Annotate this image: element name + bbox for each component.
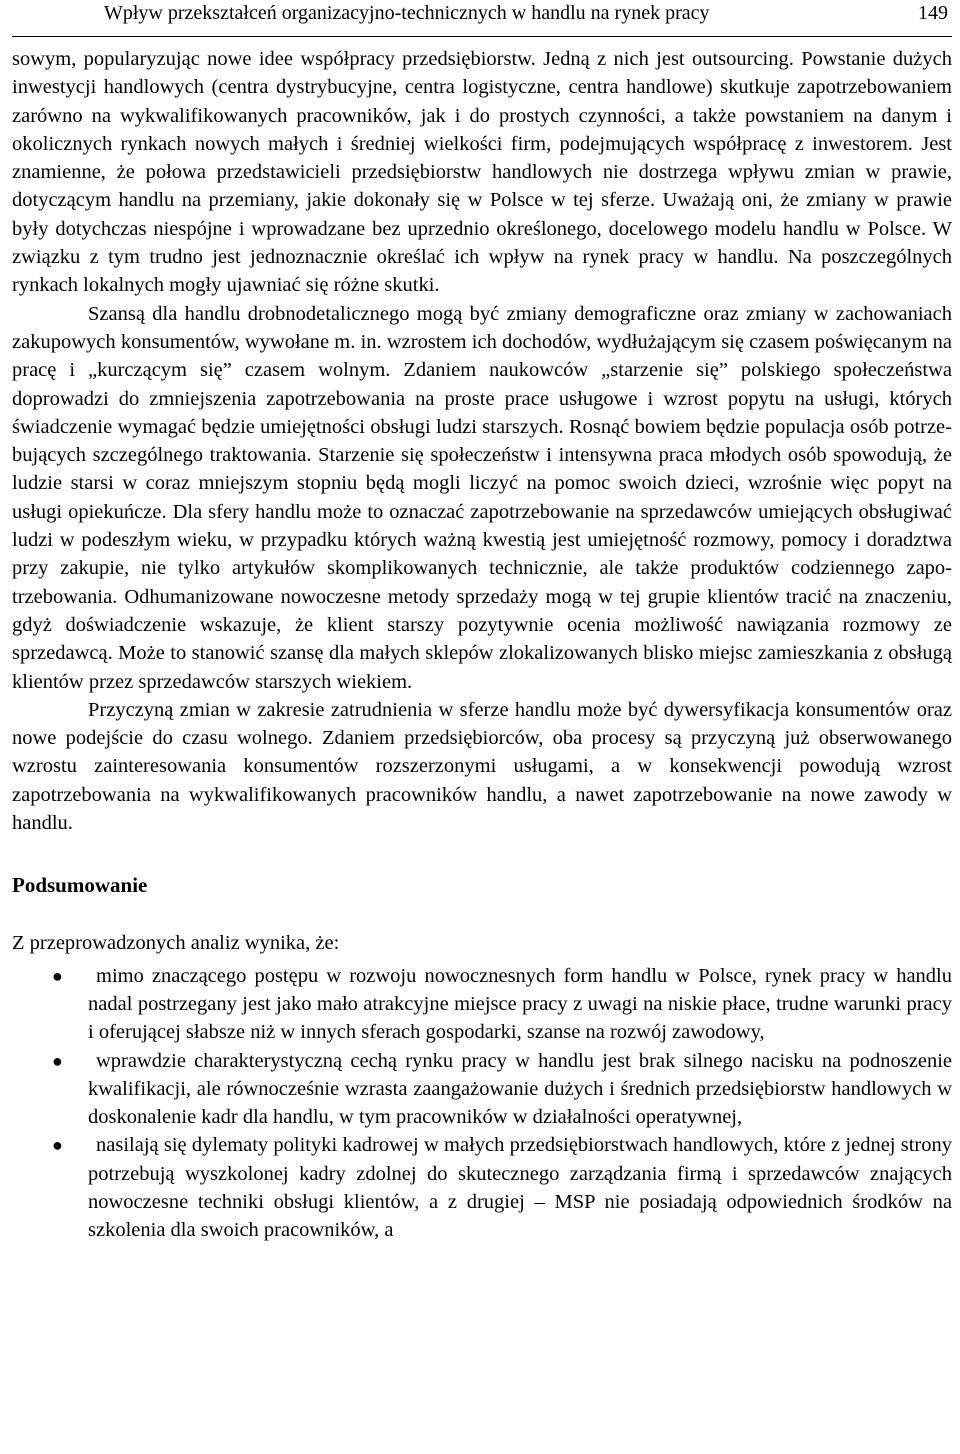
list-item bbox=[12, 1047, 952, 1132]
list-item-text: wprawdzie charakterystyczną cechą rynku pracy w handlu jest brak silnego nacisku na podnoszenie kwalifikacji, ale równocześnie wzrasta zaangażowanie dużych i średnich przedsiębiorstw handlowych w doskonalenie kadr dla handlu, w tym pracowników w działalności operatywnej, bbox=[88, 1049, 952, 1129]
document-page bbox=[12, 0, 952, 1245]
list-item bbox=[12, 962, 952, 1047]
running-header-title: Wpływ przekształceń organizacyjno-technicznych w handlu na rynek pracy bbox=[104, 2, 710, 24]
page-number: 149 bbox=[918, 2, 948, 24]
body-text bbox=[12, 45, 952, 837]
section-heading: Podsumowanie bbox=[12, 873, 148, 898]
summary-bullet-list bbox=[12, 962, 952, 1245]
paragraph-2: Szansą dla handlu drobnodetalicznego mogą być zmiany demograficzne oraz zmiany w zachowaniach zakupowych konsumentów, wywołane m. in. wzrostem ich dochodów, wydłużającym się czasem poświęcanym na pracę i „kurczącym się” czasem wolnym. Zdaniem naukowców „starzenie się” polskiego społeczeństwa doprowadzi do zmniejszenia zapotrzebowania na proste prace usługowe i wzrost popytu na usługi, których świadczenie wymagać będzie umiejętności obsługi ludzi starszych. Rosnąć bowiem będzie populacja osób potrzebujących szczególnego traktowania. Starzenie się społeczeństw i intensywna praca młodych osób spowodują, że ludzie starsi w coraz mniejszym stopniu będą mogli liczyć na pomoc swoich dzieci, wzrośnie więc popyt na usługi opiekuńcze. Dla sfery handlu może to oznaczać zapotrzebowanie na sprzedawców umiejących obsługiwać ludzi w podeszłym wieku, w przypadku których ważną kwestią jest umiejętność rozmowy, pomocy i doradztwa przy zakupie, nie tylko artykułów skomplikowanych technicznie, ale także produktów codziennego zapotrzebowania. Odhumanizowane nowoczesne metody sprzedaży mogą w tej grupie klientów tracić na znaczeniu, gdyż doświadczenie wskazuje, że klient starszy pozytywnie ocenia możliwość nawiązania rozmowy ze sprzedawcą. Może to stanowić szansę dla małych sklepów zlokalizowanych blisko miejsc zamieszkania z obsługą klientów przez sprzedawców starszych wiekiem. bbox=[12, 302, 952, 693]
paragraph-3: Przyczyną zmian w zakresie zatrudnienia w sferze handlu może być dywersyfikacja konsumentów oraz nowe podejście do czasu wolnego. Zdaniem przedsiębiorców, oba procesy są przyczyną już obserwowanego wzrostu zainteresowania konsumentów rozszerzonymi usługami, a w konsekwencji powodują wzrost zapotrzebowania na wykwalifikowanych pracowników handlu, a nawet zapotrzebowanie na nowe zawody w handlu. bbox=[12, 698, 952, 835]
bullet-icon: ● bbox=[52, 965, 63, 986]
list-item bbox=[12, 1131, 952, 1244]
list-item-text: mimo znaczącego postępu w rozwoju nowocznesnych form handlu w Polsce, rynek pracy w handlu nadal postrzegany jest jako mało atrakcyjne miejsce pracy z uwagi na niskie płace, trudne warunki pracy i oferującej słabsze niż w innych sferach gospodarki, szanse na rozwój zawodowy, bbox=[88, 964, 952, 1044]
summary-intro: Z przeprowadzonych analiz wynika, że: bbox=[12, 932, 340, 955]
bullet-icon: ● bbox=[52, 1050, 63, 1071]
running-header bbox=[12, 0, 952, 37]
paragraph-1: sowym, popularyzując nowe idee współpracy przedsiębiorstw. Jedną z nich jest outsourcing. Powstanie dużych inwestycji handlowych (centra dystrybucyjne, centra logistyczne, centra handlowe) skutkuje zapotrzebowaniem zarówno na wykwalifikowanych pracowników, jak i do prostych czynności, a także powstaniem na danym i okolicznych rynkach nowych małych i średniej wielkości firm, podejmujących współpracę z inwestorem. Jest znamienne, że połowa przedstawicieli przedsiębiorstw handlowych nie dostrzega wpływu zmian w prawie, dotyczącym handlu na przemiany, jakie dokonały się w Polsce w tej sferze. Uważają oni, że zmiany w prawie były dotychczas niespójne i wprowadzane bez uprzednio określonego, docelowego modelu handlu w Polsce. W związku z tym trudno jest jednoznacznie określać ich wpływ na rynek pracy w handlu. Na poszczególnych rynkach lokalnych mogły ujawniać się różne skutki. bbox=[12, 48, 952, 297]
list-item-text: nasilają się dylematy polityki kadrowej w małych przedsiębiorstwach handlowych, które z jednej strony potrzebują wyszkolonej kadry zdolnej do skutecznego zarządzania firmą i sprzedawców znających nowoczesne techniki obsługi klientów, a z drugiej – MSP nie posiadają odpowiednich środków na szkolenia dla swoich pracowników, a bbox=[88, 1134, 952, 1242]
bullet-icon: ● bbox=[52, 1135, 63, 1156]
